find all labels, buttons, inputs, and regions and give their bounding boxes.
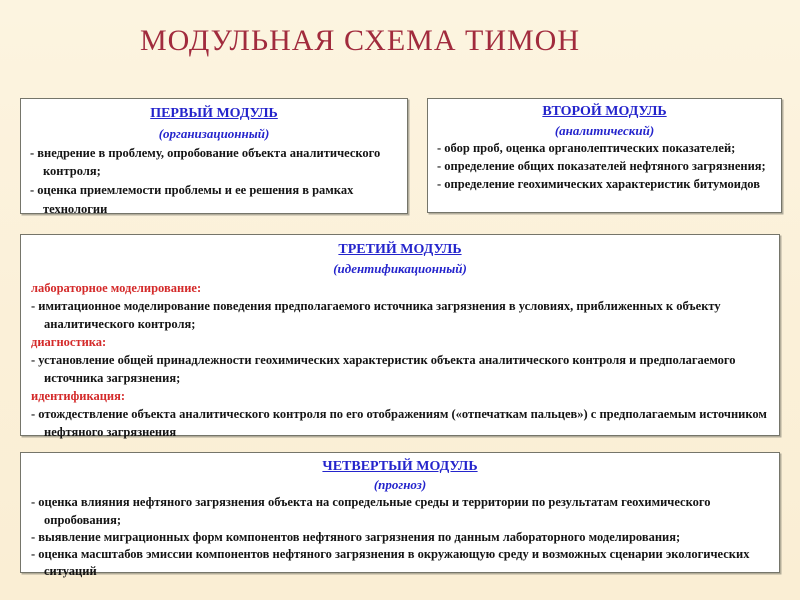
module-fourth-subtitle: (прогноз) — [373, 477, 427, 493]
bullet-item: - имитационное моделирование поведения предполагаемого источника загрязнения в условиях, приближенных к объекту аналитического контроля; — [31, 298, 721, 331]
bullet-item: - оценка влияния нефтяного загрязнения объекта на сопредельные среды и территории по результатам геохимического опробования; — [31, 495, 711, 527]
section-label: лабораторное моделирование: — [31, 280, 202, 295]
module-third-heading: ТРЕТИЙ МОДУЛЬ — [338, 242, 462, 257]
bullet-item: - оценка приемлемости проблемы и ее решения в рамках технологии — [30, 183, 354, 216]
module-box-second — [427, 98, 782, 213]
module-first-heading: ПЕРВЫЙ МОДУЛЬ — [150, 106, 278, 121]
module-box-first — [20, 98, 408, 214]
bullet-item: - оценка масштабов эмиссии компонентов нефтяного загрязнения в окружающую среду и возможных сценарии экологических ситуаций — [31, 547, 750, 579]
module-fourth-heading: ЧЕТВЕРТЫЙ МОДУЛЬ — [322, 459, 478, 474]
bullet-item: - определение геохимических характеристик битумоидов — [437, 176, 760, 191]
bullet-item: - отождествление объекта аналитического контроля по его отображениям («отпечаткам пальцев») с предполагаемым источником нефтяного загрязнения — [31, 406, 767, 439]
bullet-item: - внедрение в проблему, опробование объекта аналитического контроля; — [30, 145, 381, 179]
section-label: идентификация: — [31, 388, 126, 403]
section-label: диагностика: — [31, 334, 107, 349]
module-second-heading: ВТОРОЙ МОДУЛЬ — [542, 104, 667, 119]
bullet-item: - установление общей принадлежности геохимических характеристик объекта аналитического контроля и предполагаемого источника загрязнения; — [31, 352, 736, 385]
module-box-third — [20, 234, 780, 439]
bullet-item: - определение общих показателей нефтяного загрязнения; — [437, 159, 766, 174]
bullet-item: - обор проб, оценка органолептических показателей; — [437, 141, 736, 156]
bullet-item: - выявление миграционных форм компонентов нефтяного загрязнения по данным лабораторного моделирования; — [31, 529, 681, 544]
slide-title: МОДУЛЬНАЯ СХЕМА ТИМОН — [140, 24, 581, 57]
module-second-subtitle: (аналитический) — [554, 122, 655, 138]
module-third-subtitle: (идентификационный) — [333, 261, 467, 277]
module-box-fourth — [20, 452, 780, 579]
module-first-subtitle: (организационный) — [158, 126, 270, 141]
